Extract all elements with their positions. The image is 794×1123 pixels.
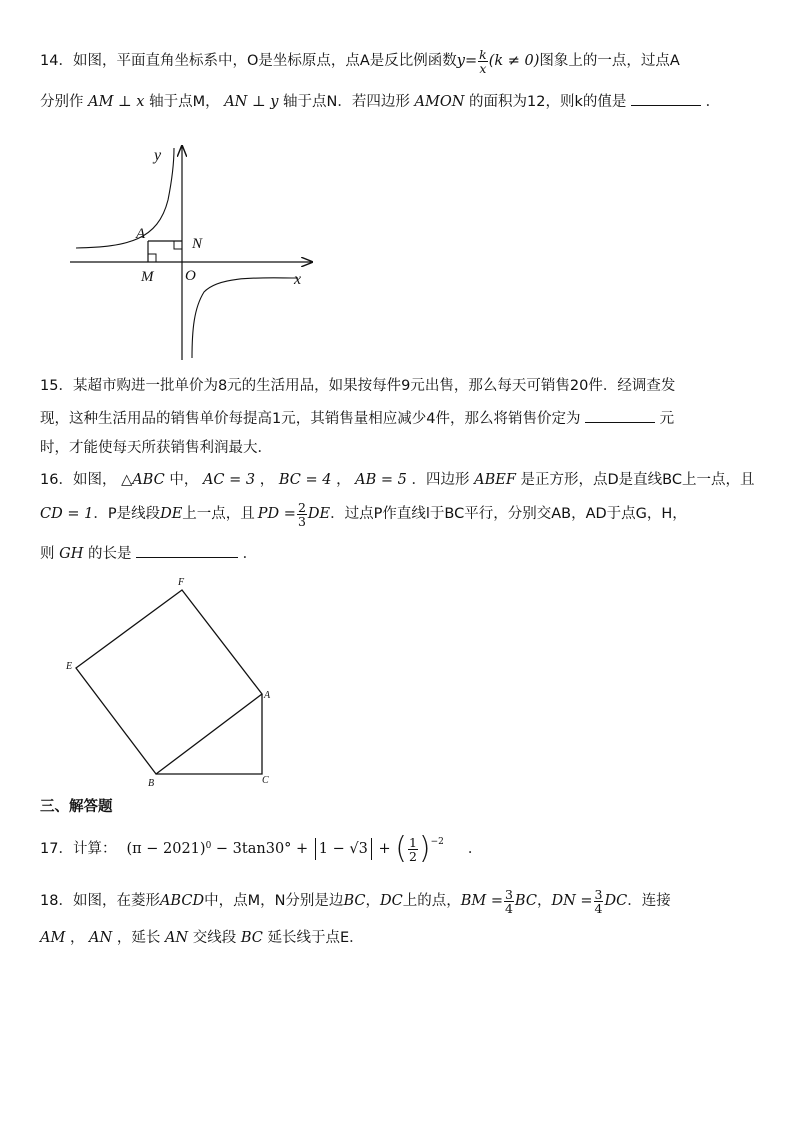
q14-text-1a: 14．如图，平面直角坐标系中，O是坐标原点，点A是反比例函数 [40,53,457,69]
q14-eq-equals: = [464,53,478,69]
q18-fraction-2-numerator: 3 [594,886,603,902]
q16-pd: PD = [257,506,296,522]
q15-text-2b: 元 [659,411,675,427]
q18-dn: DN = [551,893,593,909]
q16-text-1b: 中， [169,472,199,488]
q16-sep-2: ， [336,472,351,488]
q15-line-2 [40,407,674,429]
q18-sep-3: ， [69,930,85,946]
q16-text-1a: 16．如图， [40,472,117,488]
square-abef [76,590,262,774]
q18-line-1 [40,884,671,918]
q14-am-perp-x: AM ⊥ x [88,94,145,110]
q17-fraction-half [408,836,418,863]
q17-paren-left: ( [395,831,407,866]
q14-line-1 [40,48,680,74]
q15-line-3: 时，才能使每天所获销售利润最大． [40,440,272,456]
q18-text-2d: 延长线于点E． [267,930,364,946]
q18-text-1d: ．连接 [627,893,671,909]
q17-term-1: (π − 2021) [126,841,206,857]
q16-text-2b: 上一点，且 [182,506,255,522]
q18-fraction-1-denominator: 4 [504,900,513,916]
q16-de-2: DE [307,506,331,522]
q14-eq-condition: (k ≠ 0) [488,53,540,69]
q16-cd: CD = 1 [40,506,94,522]
q18-text-1b: 中，点M，N分别是边 [204,893,344,909]
label-m: M [141,269,154,285]
label-f: F [178,577,185,588]
q16-fraction-denominator: 3 [297,513,306,529]
q18-dc: DC [379,893,403,909]
q14-eq-numerator: k [479,46,487,62]
q14-text-2b: 轴于点M， [149,94,220,110]
right-angle-m [148,254,156,262]
q16-square-triangle-figure [60,574,290,792]
label-x: x [294,271,302,288]
q18-fraction-1 [504,888,514,915]
q14-eq-fraction [478,48,488,75]
q17-term-1-exponent: 0 [205,841,212,851]
q18-fraction-2-denominator: 4 [594,900,603,916]
q16-fraction-numerator: 2 [297,499,306,515]
q16-de: DE [160,506,183,522]
q17-term-2: − 3tan30° + [211,841,313,857]
label-b: B [148,778,155,789]
q18-bm: BM = [460,893,503,909]
q17-half-numerator: 1 [408,834,417,850]
q15-answer-blank[interactable] [585,407,655,423]
q16-answer-blank[interactable] [136,542,238,558]
q18-text-1a: 18．如图，在菱形 [40,893,160,909]
q16-ab: AB = 5 [355,472,407,488]
q18-text-2b: ，延长 [116,930,161,946]
q18-sep-1: ， [365,893,380,909]
q18-text-2c: 交线段 [192,930,237,946]
q14-amon: AMON [414,94,465,110]
right-angle-n [174,241,182,249]
q14-text-1b: 图象上的一点，过点A [539,53,680,69]
q18-fraction-1-numerator: 3 [504,886,513,902]
q16-text-2c: ．过点P作直线l于BC平行，分别交AB，AD于点G，H， [330,506,687,522]
q16-line-1 [40,470,755,490]
label-n: N [192,236,203,252]
q15-text-2a: 现，这种生活用品的销售单价每提高1元，其销售量相应减少4件，那么将销售价定为 [40,411,581,427]
q17-absolute-value: 1 − √3 [315,838,372,860]
q18-line-2 [40,928,364,948]
q15-line-1: 15．某超市购进一批单价为8元的生活用品，如果按每件9元出售，那么每天可销售20件．经调查发 [40,378,676,394]
q16-sep-1: ， [259,472,275,488]
q17-end: ． [467,841,483,857]
q16-line-3 [40,542,257,564]
q14-eq-denominator: x [479,60,487,76]
q16-text-3a: 则 [40,546,55,562]
q16-ac: AC = 3 [202,472,256,488]
q14-text-2c: 轴于点N．若四边形 [283,94,410,110]
label-c: C [262,775,269,786]
q16-text-3b: 的长是 [87,546,132,562]
q18-dc-2: DC [604,893,628,909]
q18-sep-2: ， [536,893,552,909]
q18-am: AM [40,930,66,946]
q17-line [40,830,482,868]
q18-an-2: AN [164,930,189,946]
q18-text-1c: 上的点， [402,893,461,909]
q14-text-2d: 的面积为12，则k的值是 [469,94,627,110]
q18-bc: BC [343,893,366,909]
q14-answer-blank[interactable] [631,90,701,106]
q18-abcd: ABCD [159,893,205,909]
label-y: y [154,147,162,164]
section-3-title: 三、解答题 [40,799,113,815]
q16-bc: BC = 4 [278,472,332,488]
q16-line-2 [40,498,687,530]
q17-half-denominator: 2 [408,848,417,864]
q17-lead: 17．计算： [40,841,117,857]
q17-plus: + [373,841,396,857]
q16-text-1d: 是正方形，点D是直线BC上一点，且 [520,472,755,488]
q16-text-3c: ． [242,546,258,562]
q18-fraction-2 [594,888,604,915]
q16-gh: GH [59,546,84,562]
hyperbola-branch-lower-right [192,278,298,358]
label-e: E [66,661,73,672]
q14-line-2 [40,90,720,112]
q14-eq-y: y [456,53,465,69]
q14-text-2e: ． [705,94,721,110]
q18-an: AN [89,930,113,946]
q16-text-1c: ．四边形 [411,472,470,488]
q16-triangle-abc: △ABC [121,472,165,488]
q16-text-2a: ．P是线段 [93,506,161,522]
label-a: A [264,690,271,701]
label-a: A [136,226,146,242]
q17-paren-right: ) [418,831,431,866]
q14-hyperbola-graph [68,140,320,362]
q16-fraction [297,501,307,528]
q16-abef: ABEF [474,472,516,488]
q17-exponent: −2 [430,837,444,847]
q18-bc-3: BC [240,930,263,946]
q18-bc-2: BC [514,893,537,909]
label-o: O [185,268,196,284]
q14-an-perp-y: AN ⊥ y [224,94,279,110]
q14-text-2a: 分别作 [40,94,84,110]
